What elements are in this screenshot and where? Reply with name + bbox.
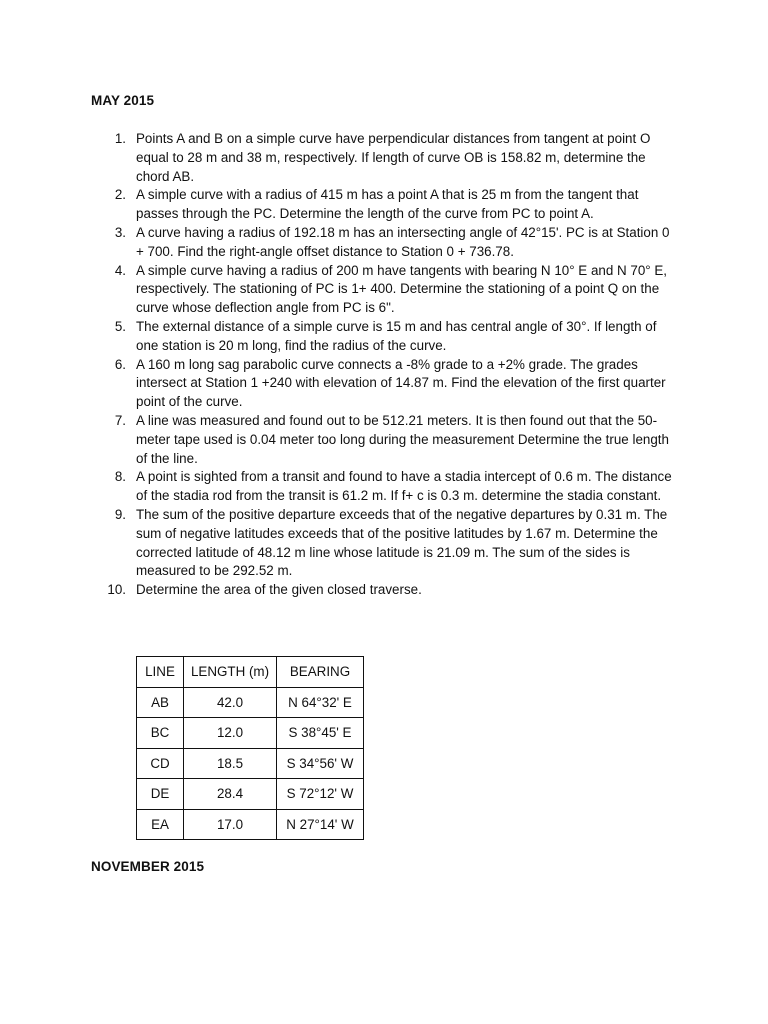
column-header-bearing: BEARING xyxy=(277,657,364,688)
problem-item xyxy=(0,412,676,468)
cell-length: 28.4 xyxy=(184,779,277,810)
problem-number: 10. xyxy=(107,582,126,598)
cell-bearing: S 38°45' E xyxy=(277,718,364,749)
problem-item xyxy=(0,130,676,186)
section-heading-may-2015: MAY 2015 xyxy=(91,93,155,108)
cell-line: AB xyxy=(137,687,184,718)
table-row xyxy=(137,809,364,840)
problem-item xyxy=(0,262,676,318)
problem-number: 4. xyxy=(114,262,126,278)
cell-length: 18.5 xyxy=(184,748,277,779)
cell-bearing: N 64°32' E xyxy=(277,687,364,718)
cell-line: DE xyxy=(137,779,184,810)
problem-text: Determine the area of the given closed traverse. xyxy=(136,582,422,598)
problem-text: Points A and B on a simple curve have perpendicular distances from tangent at point O equal to 28 m and 38 m, respectively. If length of curve OB is 158.82 m, determine the chord AB. xyxy=(136,131,651,184)
problem-item xyxy=(0,581,676,600)
column-header-length: LENGTH (m) xyxy=(184,657,277,688)
table-header-row xyxy=(137,657,364,688)
problem-item xyxy=(0,186,676,224)
problem-item xyxy=(0,468,676,506)
problem-text: A curve having a radius of 192.18 m has an intersecting angle of 42°15'. PC is at Station 0 + 700. Find the right-angle offset distance to Station 0 + 736.78. xyxy=(136,224,670,259)
problem-item xyxy=(0,356,676,412)
cell-length: 17.0 xyxy=(184,809,277,840)
table-row xyxy=(137,779,364,810)
traverse-table xyxy=(136,656,364,840)
problem-text: The external distance of a simple curve is 15 m and has central angle of 30°. If length of one station is 20 m long, find the radius of the curve. xyxy=(136,318,657,353)
problem-item xyxy=(0,224,676,262)
problem-text: A 160 m long sag parabolic curve connects a -8% grade to a +2% grade. The grades intersect at Station 1 +240 with elevation of 14.87 m. Find the elevation of the first quarter point of the curve. xyxy=(136,356,666,410)
cell-line: EA xyxy=(137,809,184,840)
problem-number: 1. xyxy=(114,131,126,146)
problem-item xyxy=(0,318,676,356)
cell-bearing: N 27°14' W xyxy=(277,809,364,840)
cell-length: 42.0 xyxy=(184,687,277,718)
problem-number: 6. xyxy=(114,356,126,372)
cell-line: BC xyxy=(137,718,184,749)
cell-bearing: S 34°56' W xyxy=(277,748,364,779)
problem-text: A simple curve with a radius of 415 m has a point A that is 25 m from the tangent that passes through the PC. Determine the length of the curve from PC to point A. xyxy=(136,187,639,222)
table-row xyxy=(137,687,364,718)
problem-number: 2. xyxy=(114,187,126,203)
section-heading-november-2015: NOVEMBER 2015 xyxy=(91,859,205,874)
problem-number: 7. xyxy=(114,412,126,428)
problem-text: A line was measured and found out to be 512.21 meters. It is then found out that the 50-meter tape used is 0.04 meter too long during the measurement Determine the true length of the line. xyxy=(136,412,669,466)
problem-number: 5. xyxy=(114,318,126,334)
problem-text: A point is sighted from a transit and found to have a stadia intercept of 0.6 m. The distance of the stadia rod from the transit is 61.2 m. If f+ c is 0.3 m. determine the stadia constant. xyxy=(136,469,672,504)
column-header-line: LINE xyxy=(137,657,184,688)
problem-text: A simple curve having a radius of 200 m have tangents with bearing N 10° E and N 70° E, respectively. The stationing of PC is 1+ 400. Determine the stationing of a point Q on the curve whose deflection angle from PC is 6". xyxy=(136,262,668,316)
table-row xyxy=(137,748,364,779)
cell-length: 12.0 xyxy=(184,718,277,749)
problem-number: 8. xyxy=(114,469,126,485)
problem-number: 9. xyxy=(114,506,126,522)
cell-bearing: S 72°12' W xyxy=(277,779,364,810)
cell-line: CD xyxy=(137,748,184,779)
problem-item xyxy=(0,506,676,581)
problem-number: 3. xyxy=(114,224,126,240)
problem-list xyxy=(0,130,768,600)
problem-text: The sum of the positive departure exceeds that of the negative departures by 0.31 m. The sum of negative latitudes exceeds that of the positive latitudes by 1.67 m. Determine the corrected latitude of 48.12 m line whose latitude is 21.09 m. The sum of the sides is measured to be 292.52 m. xyxy=(136,506,668,579)
table-row xyxy=(137,718,364,749)
